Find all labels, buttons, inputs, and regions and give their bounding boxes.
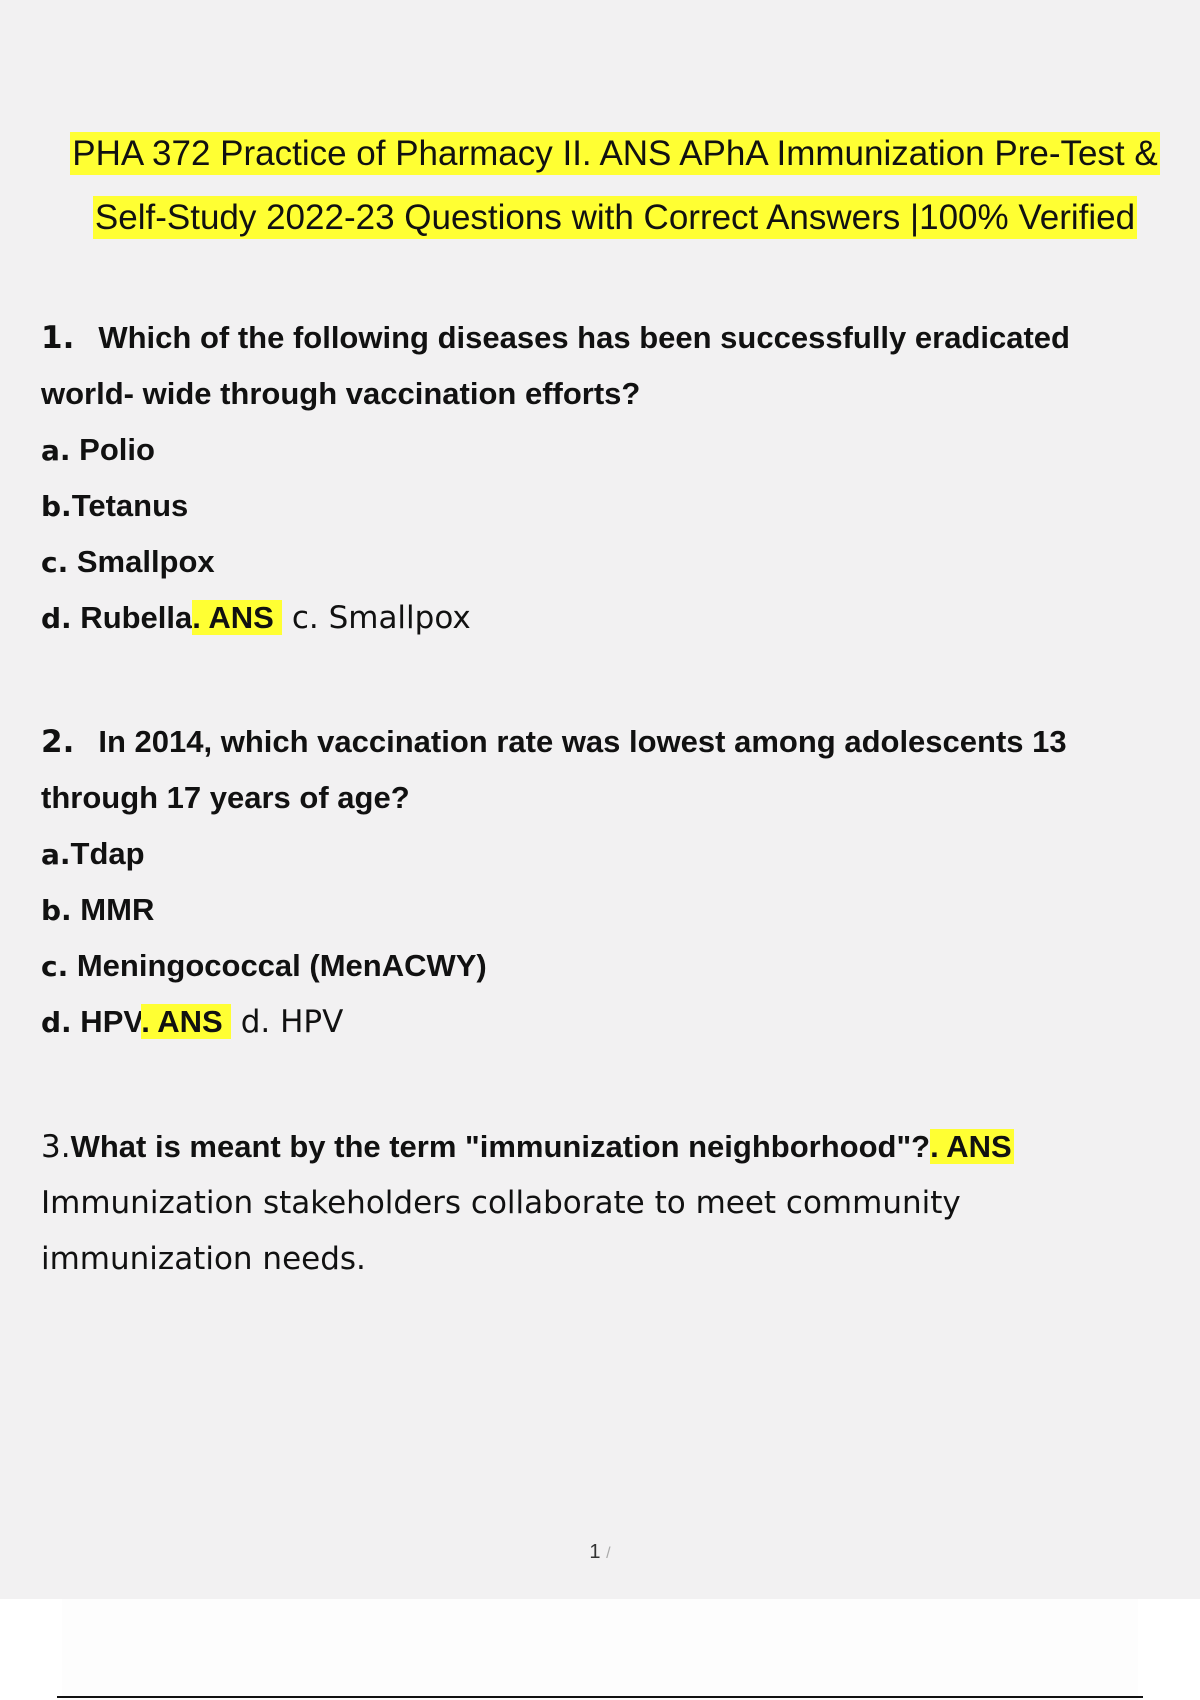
question-1-answer: c. Smallpox — [291, 600, 471, 636]
question-2-text-line-1: 2. In 2014, which vaccination rate was lowest among adolescents 13 — [41, 724, 1067, 760]
title-line-1: PHA 372 Practice of Pharmacy II. ANS APhA Immunization Pre-Test & — [72, 134, 1158, 173]
question-1-option-a: a. Polio — [41, 432, 155, 467]
question-3-answer-line-1: Immunization stakeholders collaborate to meet community — [41, 1185, 961, 1221]
next-page-content — [62, 1599, 1138, 1700]
question-2-option-d: d. HPV. ANS d. HPV — [41, 1004, 344, 1040]
question-1-option-d: d. Rubella. ANS c. Smallpox — [41, 600, 471, 636]
question-2-option-b: b. MMR — [41, 892, 155, 927]
question-2-option-c: c. Meningococcal (MenACWY) — [41, 948, 487, 983]
next-page — [0, 1599, 1200, 1700]
answer-label: . ANS — [930, 1129, 1012, 1164]
title-line-2: Self-Study 2022-23 Questions with Correct Answers |100% Verified — [94, 198, 1136, 237]
document-title — [40, 122, 1190, 250]
page-number: 1 / — [589, 1541, 611, 1563]
question-1-number: 1. — [41, 320, 75, 356]
question-1-option-b: b.Tetanus — [41, 488, 189, 523]
question-1-option-c: c. Smallpox — [41, 544, 215, 579]
question-2-option-a: a.Tdap — [41, 836, 145, 871]
answer-label: . ANS — [192, 600, 282, 635]
horizontal-rule — [57, 1696, 1143, 1698]
question-3 — [41, 1119, 1161, 1287]
answer-label: . ANS — [141, 1004, 231, 1039]
question-2 — [41, 714, 1161, 1050]
question-1-text-line-2: world- wide through vaccination efforts? — [41, 376, 641, 411]
question-2-answer: d. HPV — [240, 1004, 344, 1040]
question-3-answer-line-2: immunization needs. — [41, 1241, 366, 1277]
question-2-number: 2. — [41, 724, 75, 760]
question-1-text-line-1: 1. Which of the following diseases has been successfully eradicated — [41, 320, 1070, 356]
question-2-text-line-2: through 17 years of age? — [41, 780, 410, 815]
question-3-number: 3. — [41, 1129, 71, 1165]
question-1 — [41, 310, 1161, 646]
question-3-text-line-1: 3.What is meant by the term "immunization neighborhood"?. ANS — [41, 1129, 1012, 1165]
